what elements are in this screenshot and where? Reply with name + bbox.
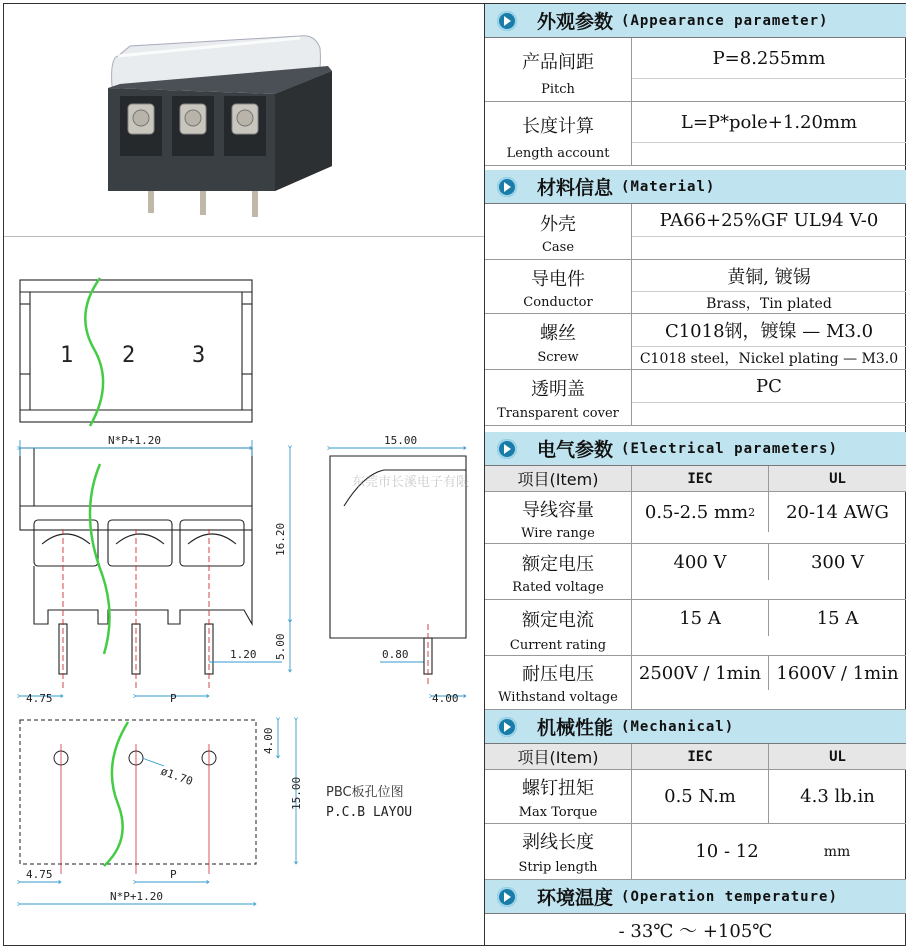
- row-strip-length: [485, 824, 906, 880]
- arrow-icon: [497, 11, 517, 31]
- screw-label-zh: 螺丝: [540, 323, 576, 344]
- section-header-appearance: [485, 4, 906, 38]
- dim-120: 1.20: [230, 648, 257, 661]
- dim-1500v: 15.00: [290, 776, 303, 810]
- arrow-icon: [497, 177, 517, 197]
- voltage-ul-value: 300 V: [810, 551, 865, 573]
- section-title-zh: 电气参数: [537, 439, 614, 461]
- dim-npb: N*P+1.20: [110, 890, 163, 903]
- section-header-electrical: [485, 432, 906, 466]
- row-withstand: [485, 656, 906, 710]
- pin-label-3: 3: [192, 343, 206, 368]
- row-temperature: [485, 914, 906, 945]
- pin-label-1: 1: [60, 343, 74, 368]
- strip-unit: mm: [823, 843, 851, 860]
- top-view: [20, 280, 252, 422]
- current-iec-value: 15 A: [632, 600, 769, 636]
- row-case: [485, 204, 906, 260]
- dim-hole: ø1.70: [158, 764, 195, 789]
- strip-label-zh: 剥线长度: [522, 832, 594, 853]
- arrow-icon: [497, 717, 517, 737]
- row-wire-range: [485, 492, 906, 544]
- arrow-icon: [497, 887, 517, 907]
- dim-475: 4.75: [26, 692, 53, 705]
- wire-ul-value: 20-14 AWG: [786, 501, 889, 523]
- dim-475b: 4.75: [26, 868, 53, 881]
- ul-header: UL: [829, 470, 846, 487]
- section-title-zh: 材料信息: [537, 177, 614, 199]
- dim-15: 15.00: [384, 434, 418, 447]
- screw-value-zh: C1018钢，镀镍 — M3.0: [664, 321, 874, 342]
- dim-1620: 16.20: [274, 522, 287, 556]
- dim-pb: P: [170, 868, 177, 881]
- dim-400: 4.00: [432, 692, 459, 705]
- divider: [4, 236, 484, 237]
- case-value: PA66+25%GF UL94 V-0: [659, 209, 879, 231]
- conductor-value-zh: 黄铜, 镀锡: [727, 266, 811, 288]
- torque-ul-value: 4.3 lb.in: [800, 786, 875, 807]
- row-screw: [485, 314, 906, 370]
- current-ul-value: 15 A: [816, 607, 859, 629]
- section-title-zh: 外观参数: [537, 11, 614, 33]
- length-value: L=P*pole+1.20mm: [680, 111, 858, 133]
- withstand-label-zh: 耐压电压: [522, 664, 594, 685]
- conductor-label-zh: 导电件: [531, 269, 585, 290]
- withstand-iec-value: 2500V / 1min: [632, 656, 769, 690]
- withstand-ul-value: 1600V / 1min: [776, 662, 899, 684]
- mechanical-column-header: [485, 744, 906, 770]
- left-panel: [4, 4, 484, 945]
- section-title-en: (Material): [621, 178, 716, 195]
- section-title-en: (Appearance parameter): [621, 12, 829, 29]
- pin-label-2: 2: [122, 343, 136, 368]
- section-title-en: (Electrical parameters): [621, 440, 838, 457]
- screw-label-en: Screw: [537, 350, 579, 365]
- iec-header: IEC: [632, 466, 769, 491]
- section-header-mechanical: [485, 710, 906, 744]
- item-header: 项目(Item): [485, 744, 632, 769]
- temperature-range: - 33℃ ～ +105℃: [618, 920, 773, 942]
- current-label-en: Current rating: [509, 638, 607, 653]
- row-cover: [485, 370, 906, 426]
- dim-np: N*P+1.20: [108, 434, 161, 447]
- voltage-label-en: Rated voltage: [512, 580, 604, 595]
- conductor-value-en: Brass，Tin plated: [706, 295, 832, 312]
- section-header-environment: [485, 880, 906, 914]
- screw-value-en: C1018 steel，Nickel plating — M3.0: [639, 351, 899, 367]
- pcb-title-en: P.C.B LAYOU: [326, 805, 413, 820]
- section-title-zh: 环境温度: [537, 887, 614, 909]
- conductor-label-en: Conductor: [523, 295, 593, 310]
- dim-080: 0.80: [382, 648, 409, 661]
- wire-label-zh: 导线容量: [522, 500, 594, 521]
- row-conductor: [485, 260, 906, 314]
- withstand-label-en: Withstand voltage: [498, 690, 618, 705]
- row-pitch: [485, 38, 906, 102]
- voltage-label-zh: 额定电压: [522, 554, 594, 575]
- torque-iec-value: 0.5 N.m: [632, 770, 769, 823]
- dim-500: 5.00: [274, 633, 287, 660]
- strip-value: 10 - 12: [695, 841, 759, 862]
- pcb-layout: [20, 720, 412, 904]
- length-label-zh: 长度计算: [522, 116, 594, 137]
- section-title-en: (Operation temperature): [621, 888, 838, 905]
- torque-label-zh: 螺钉扭矩: [522, 778, 594, 799]
- voltage-iec-value: 400 V: [632, 544, 769, 580]
- technical-drawing: [4, 244, 484, 944]
- row-current: [485, 600, 906, 656]
- case-label-zh: 外壳: [540, 214, 576, 235]
- section-header-material: [485, 170, 906, 204]
- current-label-zh: 额定电流: [522, 610, 594, 631]
- dim-400b: 4.00: [262, 727, 275, 754]
- pitch-value: P=8.255mm: [712, 47, 826, 69]
- row-length: [485, 102, 906, 166]
- pcb-title-zh: PBC板孔位图: [326, 785, 404, 800]
- iec-header: IEC: [632, 744, 769, 769]
- torque-label-en: Max Torque: [518, 805, 598, 820]
- length-label-en: Length account: [506, 146, 610, 161]
- dim-p: P: [170, 692, 177, 705]
- break-line: [85, 278, 103, 426]
- cover-label-zh: 透明盖: [531, 379, 585, 400]
- strip-label-en: Strip length: [518, 860, 598, 875]
- wire-iec-value: 0.5-2.5 mm: [644, 501, 749, 523]
- product-image: [100, 26, 340, 226]
- row-rated-voltage: [485, 544, 906, 600]
- watermark: 东莞市长溪电子有限: [352, 475, 470, 490]
- case-label-en: Case: [541, 240, 575, 255]
- pitch-label-zh: 产品间距: [522, 52, 594, 73]
- pitch-label-en: Pitch: [541, 82, 575, 97]
- wire-iec-sup: 2: [748, 505, 756, 519]
- parameter-panel: [484, 4, 906, 945]
- wire-label-en: Wire range: [521, 526, 595, 541]
- arrow-icon: [497, 439, 517, 459]
- break-line-2: [90, 464, 110, 654]
- cover-value: PC: [756, 375, 782, 397]
- row-torque: [485, 770, 906, 824]
- cover-label-en: Transparent cover: [497, 406, 619, 421]
- section-title-zh: 机械性能: [537, 717, 614, 739]
- ul-header: UL: [829, 748, 846, 765]
- electrical-column-header: [485, 466, 906, 492]
- section-title-en: (Mechanical): [621, 718, 735, 735]
- item-header: 项目(Item): [485, 466, 632, 491]
